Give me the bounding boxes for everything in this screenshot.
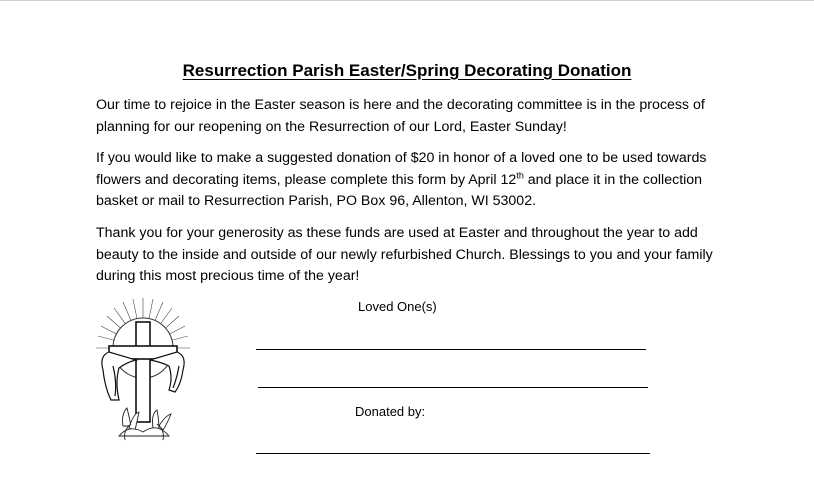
page-top-border xyxy=(0,0,814,1)
loved-one-line-1[interactable] xyxy=(256,349,646,350)
donation-text-part1: If you would like to make a suggested donation of $20 in honor of a loved one to be used towards flowers and decorating items, please complete this form by April 12 xyxy=(96,150,707,188)
intro-paragraph: Our time to rejoice in the Easter season is here and the decorating committee is in the process of planning for our reopening on the Resurrection of our Lord, Easter Sunday! xyxy=(96,97,705,135)
loved-ones-label: Loved One(s) xyxy=(358,299,437,314)
easter-cross-icon xyxy=(93,296,191,442)
donation-text-part2: and place it in the collection basket or mail to Resurrection Parish, PO Box 96, Allenton, WI 53002. xyxy=(96,171,703,209)
document-title: Resurrection Parish Easter/Spring Decorating Donation xyxy=(182,61,632,80)
loved-one-line-2[interactable] xyxy=(258,387,648,388)
donation-paragraph xyxy=(96,148,736,213)
thank-you-paragraph: Thank you for your generosity as these funds are used at Easter and throughout the year to add beauty to the inside and outside of our newly refurbished Church. Blessings to you and your family during this most precious time of the year! xyxy=(96,225,713,284)
donated-by-label: Donated by: xyxy=(355,404,426,419)
date-suffix: th xyxy=(516,169,524,180)
donated-by-line[interactable] xyxy=(256,453,650,454)
